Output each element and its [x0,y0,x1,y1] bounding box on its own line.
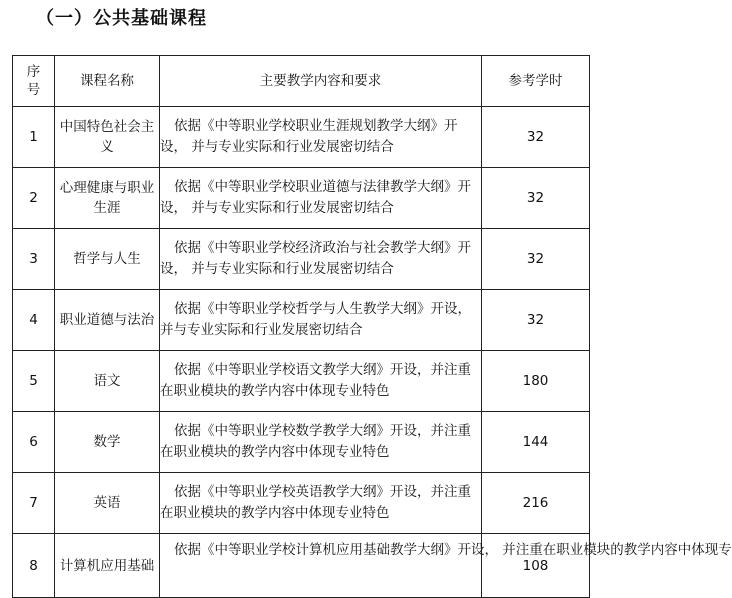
course-name: 数学 [55,412,160,473]
course-content-cell [160,473,482,534]
course-content-cell [160,412,482,473]
course-name: 职业道德与法治 [55,290,160,351]
course-name: 心理健康与职业生涯 [55,168,160,229]
course-hours: 32 [482,290,590,351]
table-row [13,412,590,473]
header-serial-number: 序号 [13,56,55,107]
course-name: 语文 [55,351,160,412]
course-name: 中国特色社会主义 [55,107,160,168]
row-number: 2 [13,168,55,229]
course-content: 依据《中等职业学校职业道德与法律教学大纲》开设， 并与专业实际和行业发展密切结合 [160,179,471,216]
course-content-cell [160,351,482,412]
row-number: 3 [13,229,55,290]
course-name: 哲学与人生 [55,229,160,290]
course-content: 依据《中等职业学校哲学与人生教学大纲》开设， 并与专业实际和行业发展密切结合 [160,301,471,338]
table-row [13,107,590,168]
course-hours: 144 [482,412,590,473]
course-content: 依据《中等职业学校计算机应用基础教学大纲》开设， 并注重在职业模块的教学内容中体现专 [174,542,732,558]
course-content-cell [160,107,482,168]
table-row [13,229,590,290]
course-content: 依据《中等职业学校经济政治与社会教学大纲》开设， 并与专业实际和行业发展密切结合 [160,240,471,277]
table-row [13,290,590,351]
table-row [13,534,590,598]
course-table [12,55,732,598]
course-name: 英语 [55,473,160,534]
row-number: 1 [13,107,55,168]
row-number: 5 [13,351,55,412]
row-number: 4 [13,290,55,351]
table-row [13,351,590,412]
row-number: 6 [13,412,55,473]
course-hours: 32 [482,229,590,290]
course-hours: 216 [482,473,590,534]
course-hours: 108 [482,534,590,598]
table-header-row [13,56,590,107]
table-row [13,473,590,534]
row-number: 7 [13,473,55,534]
course-content: 依据《中等职业学校英语教学大纲》开设，并注重在职业模块的教学内容中体现专业特色 [160,484,471,521]
course-content-cell [160,290,482,351]
course-content: 依据《中等职业学校职业生涯规划教学大纲》开设， 并与专业实际和行业发展密切结合 [160,118,458,155]
course-name: 计算机应用基础 [55,534,160,598]
table-row [13,168,590,229]
course-content-cell [160,229,482,290]
section-title: （一）公共基础课程 [36,8,207,29]
course-content: 依据《中等职业学校数学教学大纲》开设，并注重在职业模块的教学内容中体现专业特色 [160,423,471,460]
header-course-name: 课程名称 [55,56,160,107]
header-teaching-content: 主要教学内容和要求 [160,56,482,107]
course-hours: 32 [482,107,590,168]
row-number: 8 [13,534,55,598]
header-reference-hours: 参考学时 [482,56,590,107]
course-content: 依据《中等职业学校语文教学大纲》开设，并注重在职业模块的教学内容中体现专业特色 [160,362,471,399]
course-content-cell [160,168,482,229]
course-hours: 180 [482,351,590,412]
course-hours: 32 [482,168,590,229]
